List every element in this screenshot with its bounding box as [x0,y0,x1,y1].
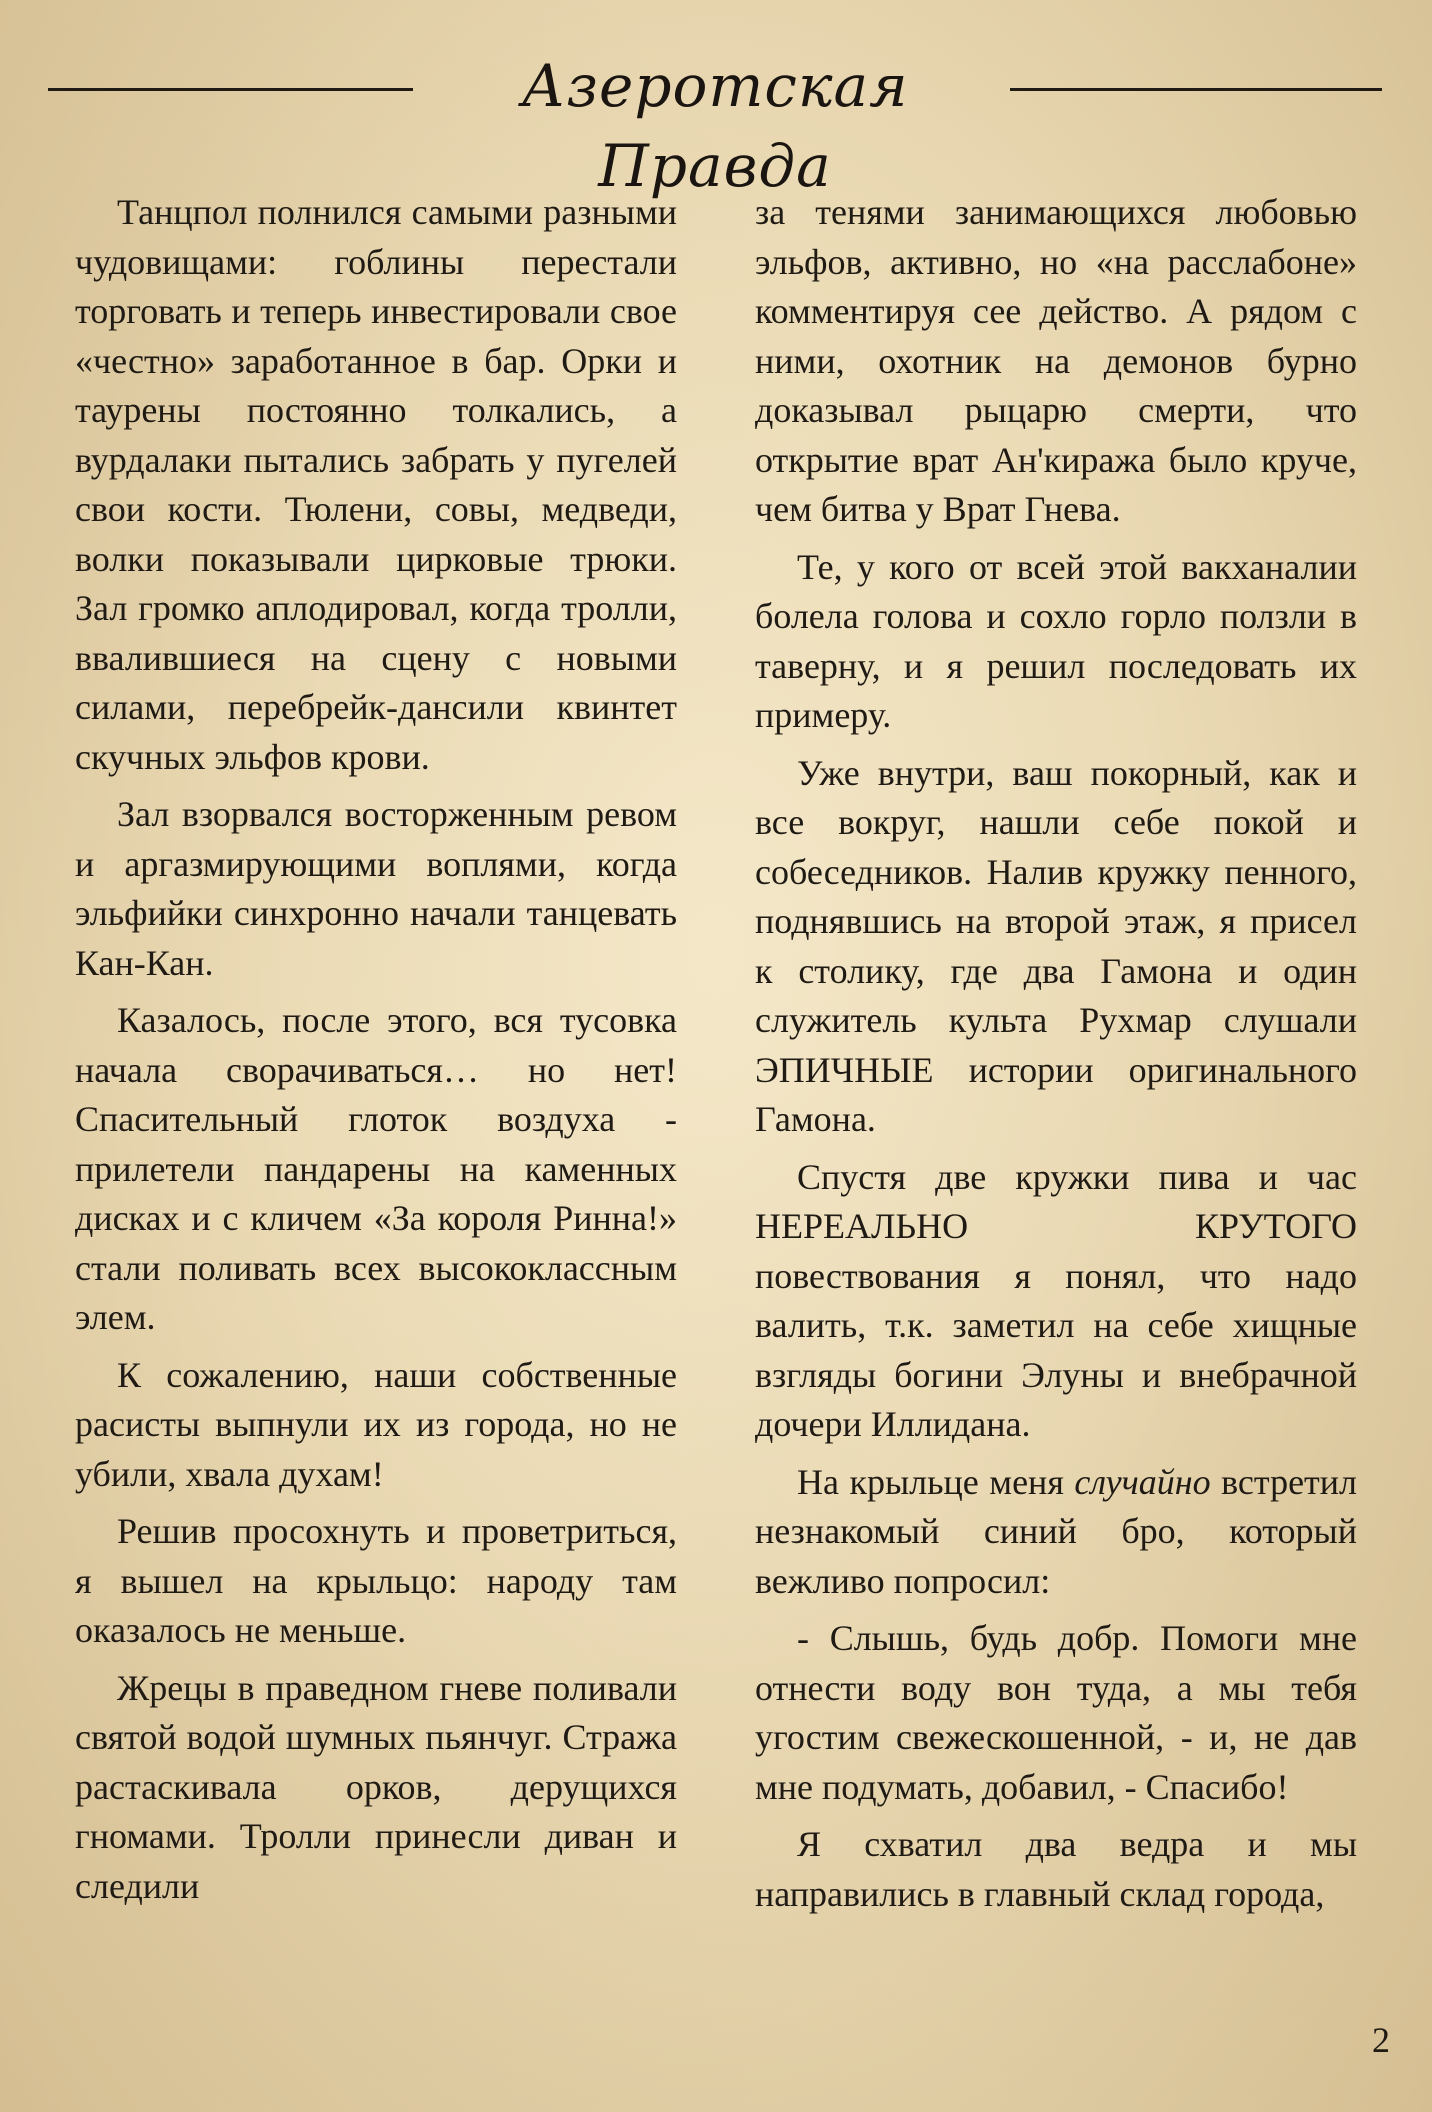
paragraph-encounter [755,1458,1357,1607]
newspaper-title: Азеротская Правда [521,52,909,200]
encounter-italic-word: случайно [1074,1461,1211,1502]
page-number: 2 [1372,2020,1390,2060]
left-column [75,188,677,2008]
paragraph: Уже внутри, ваш покорный, как и все вокруг, нашли себе покой и собеседников. Налив кружку пенного, поднявшись на второй этаж, я присел к столику, где два Гамона и один служитель культа Рухмар слушали ЭПИЧНЫЕ истории оригинального Гамона. [755,752,1357,1139]
paragraph: Танцпол полнился самыми разными чудовищами: гоблины перестали торговать и теперь инвестировали свое «честно» заработанное в бар. Орки и таурены постоянно толкались, а вурдалаки пытались забрать у пугелей свои кости. Тюлени, совы, медведи, волки показывали цирковые трюки. Зал громко аплодировал, когда тролли, ввалившиеся на сцену с новыми силами, перебрейк-дансили квинтет скучных эльфов крови. [75,192,677,777]
masthead-rule-left [48,88,413,91]
masthead [0,40,1432,200]
paragraph: Решив просохнуть и проветриться, я вышел на крыльцо: народу там оказалось не меньше. [75,1511,677,1650]
paragraph: Я схватил два ведра и мы направились в главный склад города, [755,1824,1357,1914]
paragraph-continuation: за тенями занимающихся любовью эльфов, активно, но «на расслабоне» комментируя сее действо. А рядом с ними, охотник на демонов бурно доказывал рыцарю смерти, что открытие врат Ан'киража было круче, чем битва у Врат Гнева. [755,192,1357,529]
paragraph: Те, у кого от всей этой вакханалии болела голова и сохло горло ползли в таверну, и я решил последовать их примеру. [755,546,1357,735]
paragraph: Зал взорвался восторженным ревом и аргазмирующими воплями, когда эльфийки синхронно начали танцевать Кан-Кан. [75,794,677,983]
paragraph-dialogue: - Слышь, будь добр. Помоги мне отнести воду вон туда, а мы тебя угостим свежескошенной, - и, не дав мне подумать, добавил, - Спасибо! [755,1618,1357,1807]
paragraph: К сожалению, наши собственные расисты выпнули их из города, но не убили, хвала духам! [75,1354,677,1494]
paragraph: Жрецы в праведном гневе поливали святой водой шумных пьянчуг. Стража растаскивала орков, дерущихся гномами. Тролли принесли диван и следили [75,1667,677,1906]
encounter-text-after: встретил незнакомый синий бро, который вежливо попросил: [755,1461,1358,1601]
paragraph: Спустя две кружки пива и час НЕРЕАЛЬНО КРУТОГО повествования я понял, что надо валить, т.к. заметил на себе хищные взгляды богини Элуны и внебрачной дочери Иллидана. [755,1156,1357,1444]
encounter-text-before: На крыльце меня [797,1461,1064,1502]
masthead-rule-right [1010,88,1382,91]
right-column [755,188,1357,2008]
paragraph: Казалось, после этого, вся тусовка начала сворачиваться… но нет! Спасительный глоток воздуха - прилетели пандарены на каменных дисках и с кличем «За короля Ринна!» стали поливать всех высококлассным элем. [75,1000,677,1337]
